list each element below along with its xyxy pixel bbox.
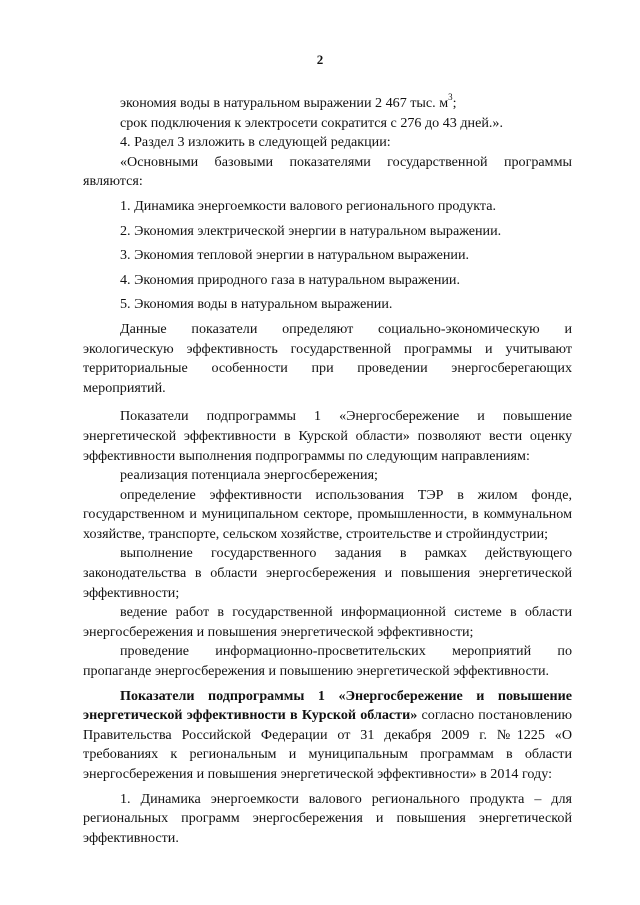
paragraph-subprogram-indicators: Показатели подпрограммы 1 «Энергосбережение и повышение энергетической эффективности в Курской области» позволяют вести оценку эффективности выполнения подпрограммы по следующим направлениям: [83, 408, 572, 464]
paragraph-basic-indicators: «Основными базовыми показателями государственной программы являются: [83, 153, 572, 190]
paragraph-water-economy: экономия воды в натуральном выражении 2 467 тыс. $м^3$; [120, 92, 457, 111]
paragraph-bold-intro: Показатели подпрограммы 1 «Энергосбережение и повышение энергетической эффективности в Курской области» согласно постановлению Правительства Российской Федерации от 31 декабря 2009 г. №1225 «О требованиях к региональным и муниципальным программам в области энергосбережения и повышения энергетической эффективности» в 2014 году: [83, 687, 572, 782]
paragraph-final-item-1: 1. Динамика энергоемкости валового регионального продукта – для региональных программ энергосбережения и повышения энергетической эффективности. [83, 790, 572, 846]
paragraph-grid-connection: срок подключения к электросети сократится с 276 до 43 дней.». [120, 114, 503, 131]
bold-heading: Показатели подпрограммы 1 «Энергосбережение и повышение энергетической эффективности в Курской области» [83, 687, 572, 724]
paragraph-section-3: 4. Раздел 3 изложить в следующей редакции: [120, 134, 391, 151]
superscript-cubic: 3 [448, 92, 453, 103]
direction-item-2: определение эффективности использования ТЭР в жилом фонде, государственном и муниципальном секторе, промышленности, в коммунальном хозяйстве, транспорте, сельском хозяйстве, строительстве и стройиндустрии; [83, 486, 572, 542]
list-item-3: 3. Экономия тепловой энергии в натуральном выражении. [120, 247, 470, 264]
direction-item-3: выполнение государственного задания в рамках действующего законодательства в области энергосбережения и повышения энергетической эффективности; [83, 545, 572, 601]
list-item-4: 4. Экономия природного газа в натуральном выражении. [120, 271, 460, 288]
paragraph-data-indicators: Данные показатели определяют социально-экономическую и экологическую эффективность государственной программы и учитывают территориальные особенности при проведении энергосберегающих мероприятий. [83, 320, 572, 396]
list-item-2: 2. Экономия электрической энергии в натуральном выражении. [120, 222, 502, 239]
list-item-5: 5. Экономия воды в натуральном выражении. [120, 296, 393, 313]
document-body [83, 94, 572, 848]
list-item-1: 1. Динамика энергоемкости валового регионального продукта. [120, 197, 497, 214]
direction-item-4: ведение работ в государственной информационной системе в области энергосбережения и повышения энергетической эффективности; [83, 604, 572, 640]
direction-item-5: проведение информационно-просветительских мероприятий по пропаганде энергосбережения и повышению энергетической эффективности. [83, 643, 572, 680]
direction-item-1: реализация потенциала энергосбережения; [120, 467, 378, 484]
page-number: 2 [316, 52, 324, 67]
